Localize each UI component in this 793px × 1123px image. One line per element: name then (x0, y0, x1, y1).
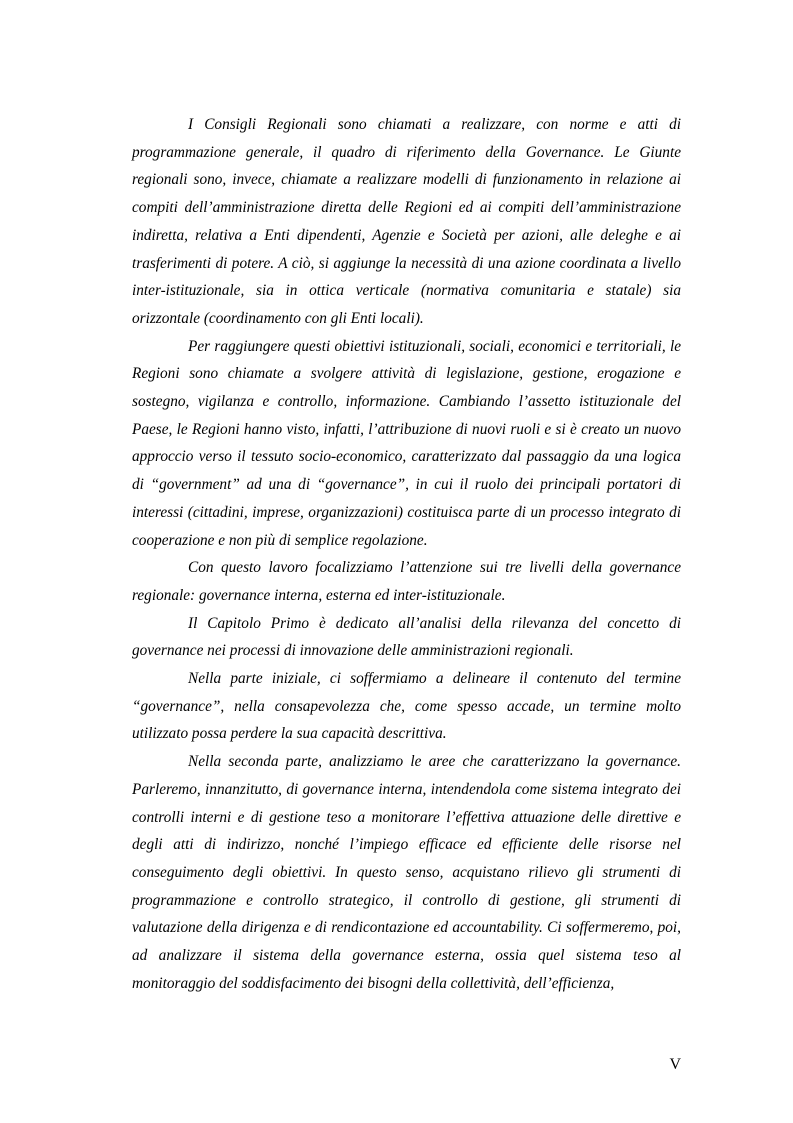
paragraph-capitolo-primo: Il Capitolo Primo è dedicato all’analisi della rilevanza del concetto di governance nei processi di innovazione delle amministrazioni regionali. (132, 614, 681, 660)
paragraph-livelli-governance: Con questo lavoro focalizziamo l’attenzione sui tre livelli della governance regionale: governance interna, esterna ed inter-istituzionale. (132, 559, 681, 604)
paragraph-parte-iniziale: Nella parte iniziale, ci soffermiamo a delineare il contenuto del termine “governance”, nella consapevolezza che, come spesso accade, un termine molto utilizzato possa perdere la sua capacità descrittiva. (132, 670, 681, 743)
paragraph-seconda-parte: Nella seconda parte, analizziamo le aree che caratterizzano la governance. Parleremo, innanzitutto, di governance interna, intendendola come sistema integrato dei controlli interni e di gestione teso a monitorare l’effettiva attuazione delle direttive e degli atti di indirizzo, nonché l’impiego efficace ed efficiente delle risorse nel conseguimento degli obiettivi. In questo senso, acquistano rilievo gli strumenti di programmazione e controllo strategico, il controllo di gestione, gli strumenti di valutazione della dirigenza e di rendicontazione ed accountability. Ci soffermeremo, poi, ad analizzare il sistema della governance esterna, ossia quel sistema teso al monitoraggio del soddisfacimento dei bisogni della collettività, dell’efficienza, (132, 753, 681, 992)
paragraph-obiettivi: Per raggiungere questi obiettivi istituzionali, sociali, economici e territoriali, le Regioni sono chiamate a svolgere attività di legislazione, gestione, erogazione e sostegno, vigilanza e controllo, informazione. Cambiando l’assetto istituzionale del Paese, le Regioni hanno visto, infatti, l’attribuzione di nuovi ruoli e si è creato un nuovo approccio verso il tessuto socio-economico, caratterizzato dal passaggio da una logica di “government” ad una di “governance”, in cui il ruolo dei principali portatori di interessi (cittadini, imprese, organizzazioni) costituisca parte di un processo integrato di cooperazione e non più di semplice regolazione. (132, 337, 681, 549)
page-number: V (669, 1056, 681, 1073)
paragraph-consigli-regionali: I Consigli Regionali sono chiamati a realizzare, con norme e atti di programmazione generale, il quadro di riferimento della Governance. Le Giunte regionali sono, invece, chiamate a realizzare modelli di funzionamento in relazione ai compiti dell’amministrazione diretta delle Regioni ed ai compiti dell’amministrazione indiretta, relativa a Enti dipendenti, Agenzie e Società per azioni, alle deleghe e ai trasferimenti di potere. A ciò, si aggiunge la necessità di una azione coordinata a livello inter-istituzionale, sia in ottica verticale (normativa comunitaria e statale) sia orizzontale (coordinamento con gli Enti locali). (132, 116, 681, 327)
body-text (132, 111, 681, 998)
